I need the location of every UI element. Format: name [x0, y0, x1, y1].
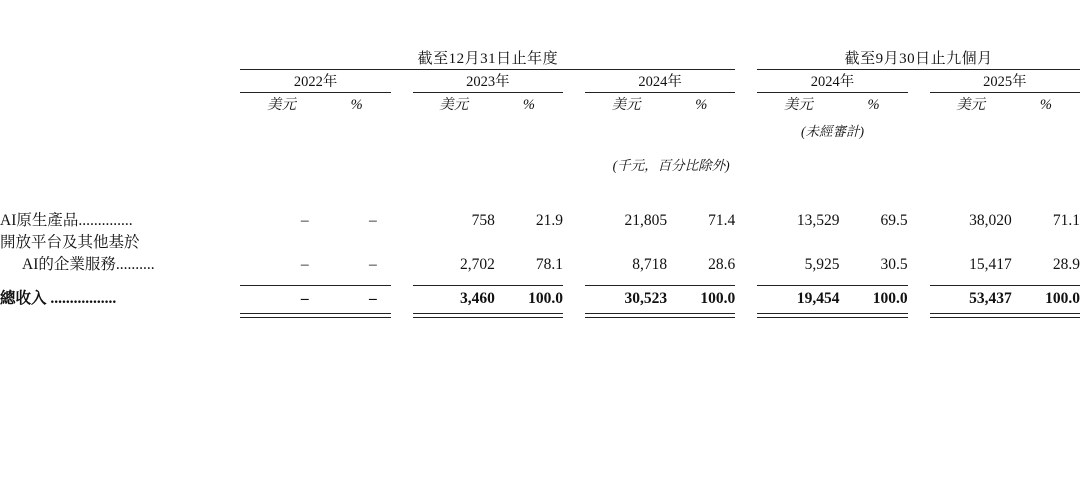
cell-usd-2023-r1: 758: [471, 212, 495, 229]
cell-pct-2023-r2: 78.1: [535, 256, 563, 273]
table-row-label-continuation: [0, 230, 1080, 252]
table-row: [0, 208, 1080, 230]
double-rule-2022: [240, 313, 390, 317]
double-rule-2025-interim: [930, 313, 1080, 317]
cell-usd-2023-r2: 2,702: [460, 256, 495, 273]
cell-usd-2025i-r1: 38,020: [969, 212, 1012, 229]
unit-header-usd-2024-interim: 美元: [783, 97, 813, 113]
cell-pct-2024-total: 100.0: [700, 289, 736, 307]
cell-usd-2024i-total: 19,454: [796, 289, 840, 307]
cell-usd-2022-r2: –: [300, 256, 309, 273]
cell-usd-2022-r1: –: [300, 212, 309, 229]
unit-header-pct-2024-interim: %: [867, 97, 880, 113]
double-rule-2024: [585, 313, 735, 317]
year-header-row: [0, 70, 1080, 92]
cell-pct-2025i-r1: 71.1: [1052, 212, 1080, 229]
double-rule-2024-interim: [757, 313, 907, 317]
cell-pct-2022-total: –: [368, 289, 377, 307]
cell-pct-2025i-r2: 28.9: [1052, 256, 1080, 273]
cell-pct-2024-r1: 71.4: [708, 212, 736, 229]
cell-usd-2024i-r2: 5,925: [804, 256, 840, 273]
row-label-open-platform-line1: 開放平台及其他基於: [0, 234, 140, 251]
scale-note: (千元，百分比除外): [612, 158, 730, 173]
cell-pct-2022-r1: –: [368, 212, 377, 229]
year-header-2024-interim: 2024年: [810, 74, 855, 90]
unit-header-row: [0, 93, 1080, 115]
year-header-2023: 2023年: [466, 74, 510, 90]
unit-header-usd-2024: 美元: [611, 97, 641, 113]
pre-body-spacer-row: [0, 174, 1080, 208]
cell-pct-2024i-total: 100.0: [872, 289, 908, 307]
cell-pct-2024i-r2: 30.5: [880, 256, 908, 273]
unit-header-pct-2024: %: [695, 97, 708, 113]
cell-pct-2024-r2: 28.6: [708, 256, 736, 273]
cell-usd-2024i-r1: 13,529: [796, 212, 840, 229]
group-header-ninemonths: 截至9月30日止九個月: [844, 51, 993, 67]
top-spacer-row: [0, 0, 1080, 34]
unit-header-pct-2022: %: [350, 97, 363, 113]
unit-header-usd-2023: 美元: [439, 97, 469, 113]
cell-usd-2024-r1: 21,805: [624, 212, 668, 229]
cell-pct-2022-r2: –: [368, 256, 377, 273]
group-header-annual: 截至12月31日止年度: [417, 51, 559, 67]
year-header-2022: 2022年: [293, 74, 338, 90]
cell-usd-2022-total: –: [300, 289, 309, 307]
table-row-total: [0, 286, 1080, 308]
table-row: [0, 252, 1080, 274]
group-header-row: [0, 34, 1080, 68]
row-label-open-platform-line2: AI的企業服務..........: [22, 256, 155, 273]
double-rule-2023: [413, 313, 563, 317]
cell-usd-2023-total: 3,460: [460, 289, 495, 307]
year-header-2025-interim: 2025年: [983, 74, 1027, 90]
year-header-2024: 2024年: [638, 74, 682, 90]
unaudited-note: (未經審計): [800, 124, 864, 139]
row-label-total-revenue: 總收入 .................: [0, 289, 117, 307]
cell-usd-2024-r2: 8,718: [632, 256, 668, 273]
unit-header-usd-2025-interim: 美元: [956, 97, 986, 113]
cell-pct-2023-r1: 21.9: [535, 212, 563, 229]
cell-pct-2025i-total: 100.0: [1045, 289, 1080, 307]
unit-header-usd-2022: 美元: [267, 97, 296, 113]
unit-header-pct-2023: %: [522, 97, 535, 113]
cell-usd-2025i-total: 53,437: [969, 289, 1012, 307]
cell-pct-2024i-r1: 69.5: [880, 212, 908, 229]
cell-usd-2024-total: 30,523: [624, 289, 668, 307]
unaudited-note-row: [0, 114, 1080, 140]
cell-pct-2023-total: 100.0: [528, 289, 563, 307]
pre-total-pad-row: [0, 274, 1080, 284]
unit-header-pct-2025-interim: %: [1039, 97, 1052, 113]
total-bottom-double-rule-row: [0, 313, 1080, 317]
row-label-ai-native: AI原生產品..............: [0, 212, 133, 229]
scale-note-row: [0, 140, 1080, 174]
cell-usd-2025i-r2: 15,417: [969, 256, 1012, 273]
